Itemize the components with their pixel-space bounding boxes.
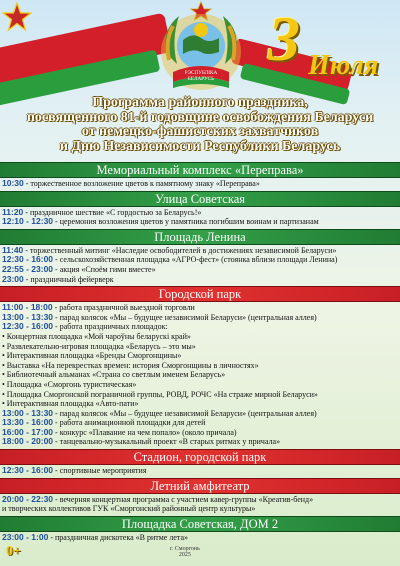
svg-text:БЕЛАРУСЬ: БЕЛАРУСЬ xyxy=(187,76,215,82)
schedule-text: • Площадка Сморгонской пограничной группы, РОВД, РОЧС «На страже мирной Беларуси» xyxy=(2,389,318,399)
schedule-item xyxy=(0,208,400,218)
schedule-text: • Концертная площадка «Мой чароўны беларускі край» xyxy=(2,331,191,341)
schedule-item xyxy=(0,409,400,419)
schedule-text: • Развлекательно-игровая площадка «Беларусь – это мы» xyxy=(2,341,196,351)
star-icon xyxy=(2,2,32,32)
schedule-item xyxy=(0,361,400,371)
schedule-text: - парад колясок «Мы – будущее независимой Беларуси» (центральная аллея) xyxy=(53,408,317,418)
schedule-text: - работа праздничных площадок: xyxy=(53,322,168,332)
heading-line: от немецко-фашистских захватчиков xyxy=(81,124,319,139)
schedule-time: 20:00 - 22:30 xyxy=(2,494,54,504)
section-header: Летний амфитеатр xyxy=(0,478,400,494)
schedule-item xyxy=(0,390,400,400)
schedule-text: - танцевально-музыкальный проект «В старых ритмах у причала» xyxy=(53,437,281,447)
schedule-text: - вечерняя концертная программа с участием кавер-группы «Креатив-бенд» xyxy=(53,494,314,504)
schedule-item xyxy=(0,428,400,438)
schedule-time: 18:00 - 20:00 xyxy=(2,437,54,447)
schedule-item xyxy=(0,504,400,514)
heading-line: и Дню Независимости Республики Беларусь xyxy=(59,138,341,154)
section-header: Стадион, городской парк xyxy=(0,449,400,465)
schedule-item xyxy=(0,380,400,390)
schedule-item xyxy=(0,265,400,275)
age-rating-badge: 0+ xyxy=(6,544,21,559)
schedule-time: 16:00 - 17:00 xyxy=(2,427,54,437)
schedule-text: • Интерактивная площадка «Авто-пати» xyxy=(2,399,139,409)
schedule-time: 13:30 - 16:00 xyxy=(2,418,54,428)
date-month: Июля xyxy=(308,50,379,81)
schedule-text: - праздничная дискотека «В ритме лета» xyxy=(48,532,189,542)
program-heading xyxy=(0,96,400,154)
schedule-item xyxy=(0,322,400,332)
schedule-item xyxy=(0,342,400,352)
heading-line: посвященного 81-й годовщине освобождения Беларуси xyxy=(26,109,374,125)
schedule-time: 22:55 - 23:00 xyxy=(2,264,54,274)
schedule-item xyxy=(0,533,400,543)
schedule-text: • Библиотечный альманах «Страна со светлым именем Беларусь» xyxy=(2,370,226,380)
schedule-text: - праздничный фейерверк xyxy=(23,274,114,284)
schedule-item xyxy=(0,246,400,256)
schedule-text: - церемония возложения цветов у памятника погибшим воинам и партизанам xyxy=(53,217,319,227)
schedule-item xyxy=(0,179,400,189)
schedule-text: - праздничное шествие «С гордостью за Беларусь!» xyxy=(23,207,202,217)
schedule-time: 13:00 - 13:30 xyxy=(2,408,54,418)
heading-line: Программа районного праздника, xyxy=(92,95,308,110)
schedule-time: 13:00 - 13:30 xyxy=(2,312,54,322)
schedule-item xyxy=(0,399,400,409)
schedule-item xyxy=(0,217,400,227)
schedule-text: - работа анимационной площадки для детей xyxy=(53,418,206,428)
schedule-time: 23:00 - 1:00 xyxy=(2,532,49,542)
schedule xyxy=(0,160,400,542)
section-header: Городской парк xyxy=(0,286,400,302)
section-header: Площадь Ленина xyxy=(0,229,400,245)
schedule-text: - торжественный митинг «Наследие освободителей в достижениях независимой Беларуси» xyxy=(23,245,337,255)
belarus-emblem-icon xyxy=(147,0,255,96)
schedule-time: 23:00 xyxy=(2,274,24,284)
schedule-item xyxy=(0,418,400,428)
schedule-time: 12:30 - 16:00 xyxy=(2,322,54,332)
year: 2025 xyxy=(178,552,191,558)
schedule-time: 10:30 xyxy=(2,179,24,188)
schedule-text: и творческих коллективов ГУК «Сморгонский районный центр культуры» xyxy=(2,504,256,514)
schedule-text: - работа праздничной выездной торговли xyxy=(52,303,195,313)
schedule-text: • Выставка «На перекрестках времен: история Сморгонщины в личностях» xyxy=(2,360,259,370)
schedule-item xyxy=(0,303,400,313)
schedule-text: - акция «Споём гимн вместе» xyxy=(53,264,156,274)
schedule-text: - сельскохозяйственная площадка «АГРО-фест» (стоянка вблизи площади Ленина) xyxy=(53,255,338,265)
schedule-time: 12:10 - 12:30 xyxy=(2,217,54,227)
schedule-time: 11:40 xyxy=(2,245,24,255)
place-and-year xyxy=(170,546,200,558)
section-header: Площадка Советская, ДОМ 2 xyxy=(0,516,400,532)
place-name: г. Сморгонь xyxy=(170,546,200,552)
schedule-text: - спортивные мероприятия xyxy=(53,466,147,476)
schedule-item xyxy=(0,313,400,323)
date-number: 3 xyxy=(268,3,300,74)
schedule-text: - конкурс «Плавание на чем попало» (около причала) xyxy=(53,427,237,437)
schedule-item xyxy=(0,255,400,265)
schedule-text: - торжественное возложение цветов к памятному знаку «Переправа» xyxy=(23,179,260,188)
schedule-item xyxy=(0,332,400,342)
svg-text:РЭСПУБЛIКА: РЭСПУБЛIКА xyxy=(184,70,218,76)
schedule-text: • Интерактивная площадка «Бренды Сморгонщины» xyxy=(2,351,182,361)
schedule-item xyxy=(0,370,400,380)
schedule-item xyxy=(0,495,400,505)
schedule-text: • Площадка «Сморгонь туристическая» xyxy=(2,379,137,389)
schedule-item xyxy=(0,351,400,361)
schedule-item xyxy=(0,437,400,447)
schedule-time: 11:20 xyxy=(2,207,24,217)
schedule-text: - парад колясок «Мы – будущее независимой Беларуси» (центральная аллея) xyxy=(53,312,317,322)
schedule-time: 12:30 - 16:00 xyxy=(2,466,54,476)
schedule-time: 11:00 - 18:00 xyxy=(2,303,53,313)
date-block xyxy=(262,3,400,92)
schedule-item xyxy=(0,275,400,285)
schedule-item xyxy=(0,466,400,476)
section-header: Мемориальный комплекс «Переправа» xyxy=(0,162,400,178)
schedule-time: 12:30 - 16:00 xyxy=(2,255,54,265)
section-header: Улица Советская xyxy=(0,191,400,207)
